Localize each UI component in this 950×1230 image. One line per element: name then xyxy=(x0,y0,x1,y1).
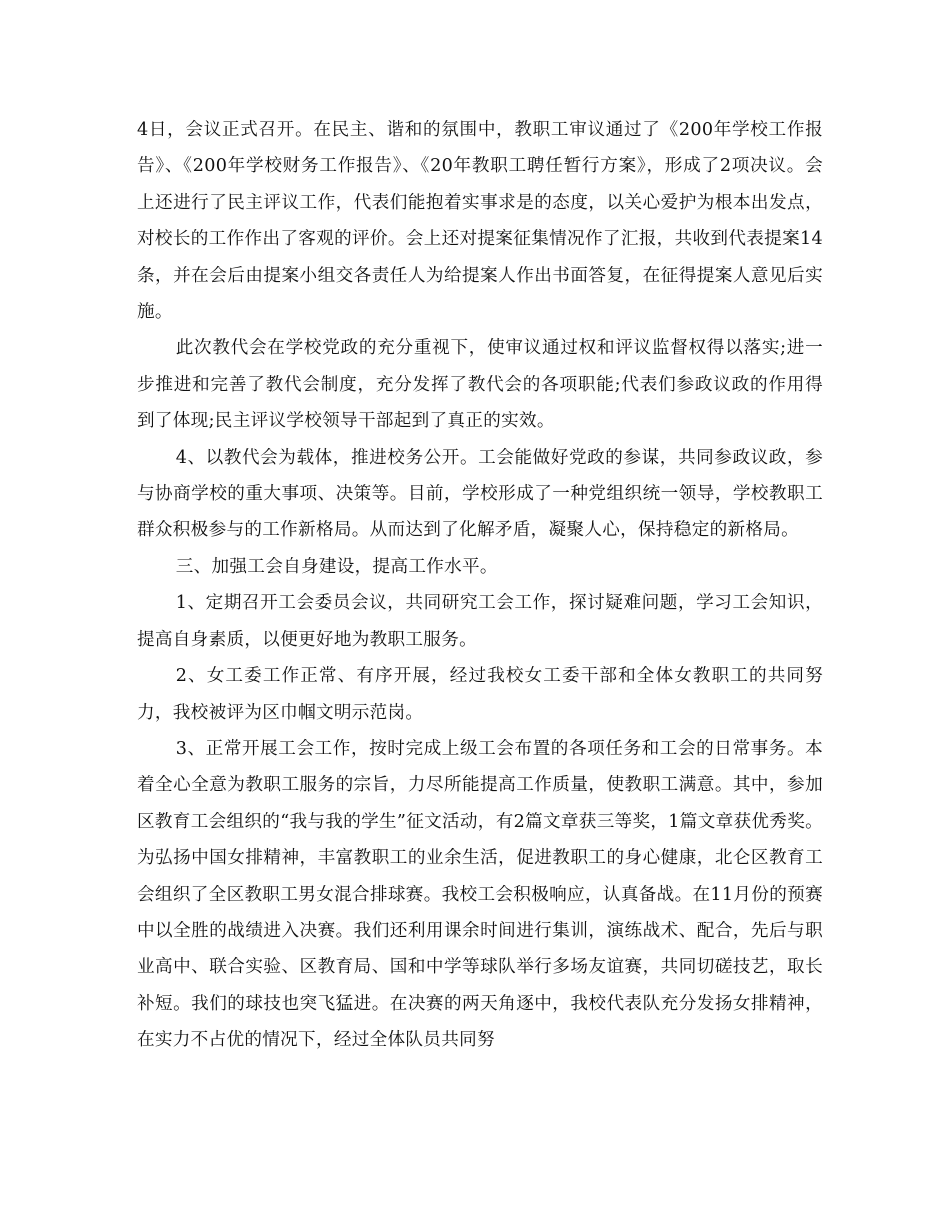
paragraph-congress-effect: 此次教代会在学校党政的充分重视下，使审议通过权和评议监督权得以落实;进一步推进和完善了教代会制度，充分发挥了教代会的各项职能;代表们参政议政的作用得到了体现;民主评议学校领导干部起到了真正的实效。 xyxy=(137,338,823,432)
section-heading-self-building: 三、加强工会自身建设，提高工作水平。 xyxy=(175,556,498,577)
paragraph-meeting-summary: 4日，会议正式召开。在民主、谐和的氛围中，教职工审议通过了《200年学校工作报告》、《200年学校财务工作报告》、《20年教职工聘任暂行方案》，形成了2项决议。会上还进行了民主评议工作，代表们能抱着实事求是的态度，以关心爱护为根本出发点，对校长的工作作出了客观的评价。会上还对提案征集情况作了汇报，共收到代表提案14条，并在会后由提案小组交各责任人为给提案人作出书面答复，在征得提案人意见后实施。 xyxy=(137,120,823,323)
paragraph-committee-meetings: 1、定期召开工会委员会议，共同研究工会工作，探讨疑难问题，学习工会知识，提高自身素质，以便更好地为教职工服务。 xyxy=(137,593,823,650)
paragraph-school-affairs-openness: 4、以教代会为载体，推进校务公开。工会能做好党政的参谋，共同参政议政，参与协商学校的重大事项、决策等。目前，学校形成了一种党组织统一领导，学校教职工群众积极参与的工作新格局。从而达到了化解矛盾，凝聚人心，保持稳定的新格局。 xyxy=(137,447,823,541)
paragraph-women-committee: 2、女工委工作正常、有序开展，经过我校女工委干部和全体女教职工的共同努力，我校被评为区巾帼文明示范岗。 xyxy=(137,666,823,723)
document-body xyxy=(137,112,823,1059)
paragraph-union-activities: 3、正常开展工会工作，按时完成上级工会布置的各项任务和工会的日常事务。本着全心全意为教职工服务的宗旨，力尽所能提高工作质量，使教职工满意。其中，参加区教育工会组织的“我与我的学生”征文活动，有2篇文章获三等奖，1篇文章获优秀奖。为弘扬中国女排精神，丰富教职工的业余生活，促进教职工的身心健康，北仑区教育工会组织了全区教职工男女混合排球赛。我校工会积极响应，认真备战。在11月份的预赛中以全胜的战绩进入决赛。我们还利用课余时间进行集训，演练战术、配合，先后与职业高中、联合实验、区教育局、国和中学等球队举行多场友谊赛，共同切磋技艺，取长补短。我们的球技也突飞猛进。在决赛的两天角逐中，我校代表队充分发扬女排精神，在实力不占优的情况下，经过全体队员共同努 xyxy=(137,738,823,1051)
